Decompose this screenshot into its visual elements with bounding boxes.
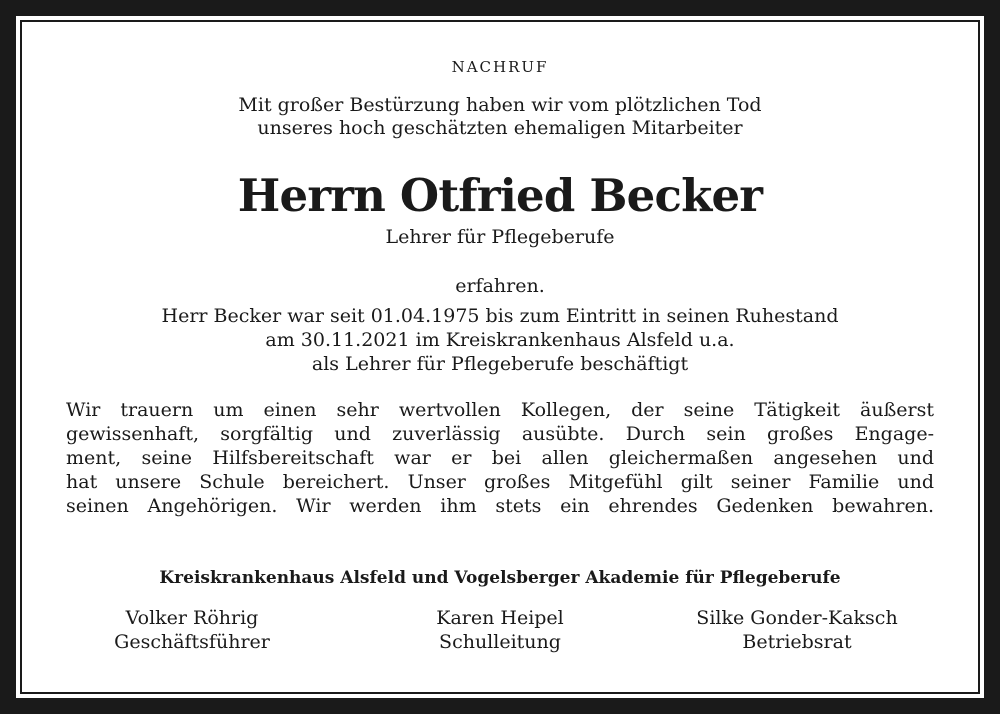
organizations: Kreiskrankenhaus Alsfeld und Vogelsberger Akademie für Pflegeberufe [159,568,841,588]
signatory-name: Karen Heipel [436,607,564,629]
tribute-paragraph [66,398,934,518]
employment-line: am 30.11.2021 im Kreiskrankenhaus Alsfeld u.a. [265,329,735,351]
tribute-line: hat unsere Schule bereichert. Unser großes Mitgefühl gilt seiner Familie und [66,471,934,493]
signatory [662,606,932,654]
signatory [82,606,302,654]
signatory [390,606,610,654]
tribute-line: seinen Angehörigen. Wir werden ihm stets ein ehrendes Gedenken bewahren. [66,495,934,517]
obituary-notice [22,22,978,692]
employment-line: als Lehrer für Pflegeberufe beschäftigt [311,353,689,375]
signatory-name: Silke Gonder-Kaksch [696,607,898,629]
intro-line: Mit großer Bestürzung haben wir vom plötzlichen Tod [238,94,762,116]
tribute-line: Wir trauern um einen sehr wertvollen Kollegen, der seine Tätigkeit äußerst [66,399,934,421]
tribute-line: ment, seine Hilfsbereitschaft war er bei allen gleichermaßen angesehen und [66,447,934,469]
closing-word: erfahren. [455,275,545,297]
intro-text [22,94,978,140]
tribute-line: gewissenhaft, sorgfältig und zuverlässig ausübte. Durch sein großes Engage- [66,423,934,445]
signatory-role: Geschäftsführer [114,631,270,653]
signatory-name: Volker Röhrig [125,607,259,629]
signatory-role: Betriebsrat [742,631,852,653]
employment-line: Herr Becker war seit 01.04.1975 bis zum Eintritt in seinen Ruhestand [161,305,839,327]
employment-text [22,304,978,376]
intro-line: unseres hoch geschätzten ehemaligen Mitarbeiter [257,117,743,139]
notice-label: NACHRUF [451,58,549,76]
deceased-name: Herrn Otfried Becker [237,169,763,222]
deceased-profession: Lehrer für Pflegeberufe [385,226,615,248]
signatory-role: Schulleitung [439,631,561,653]
